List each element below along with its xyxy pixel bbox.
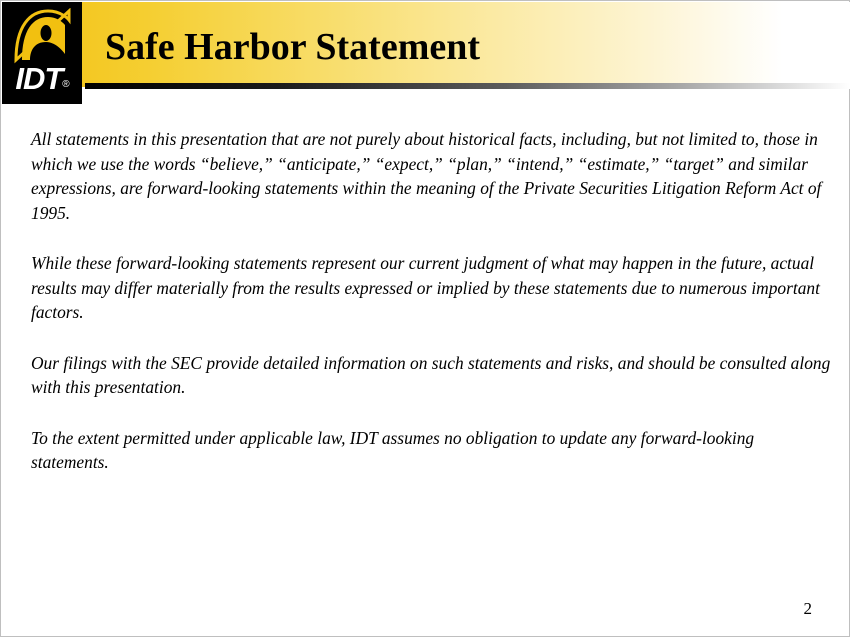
idt-logo-text: [2, 62, 82, 102]
idt-logo-mark-icon: [10, 8, 74, 64]
idt-logo: [2, 2, 82, 104]
page-number: 2: [803, 599, 812, 618]
paragraph: While these forward-looking statements represent our current judgment of what may happen in the future, actual results may differ materially from the results expressed or implied by these statements due to numerous important factors.: [31, 253, 820, 322]
paragraph: Our filings with the SEC provide detailed information on such statements and risks, and should be consulted along with this presentation.: [31, 352, 831, 397]
header-divider-rule: [85, 83, 850, 89]
registered-trademark-icon: ®: [62, 79, 69, 90]
idt-logo-wordmark: IDT: [15, 61, 63, 96]
paragraph: All statements in this presentation that are not purely about historical facts, including, but not limited to, those in which we use the words “believe,” “anticipate,” “expect,” “plan,” “intend,” “estimate,” “target” and similar expressions, are forward-looking statements within the meaning of the Private Securities Litigation Reform Act of 1995.: [31, 129, 822, 223]
slide-body: [31, 127, 831, 475]
paragraph: To the extent permitted under applicable law, IDT assumes no obligation to update any forward-looking statements.: [31, 427, 755, 472]
page-title: Safe Harbor Statement: [105, 26, 481, 68]
